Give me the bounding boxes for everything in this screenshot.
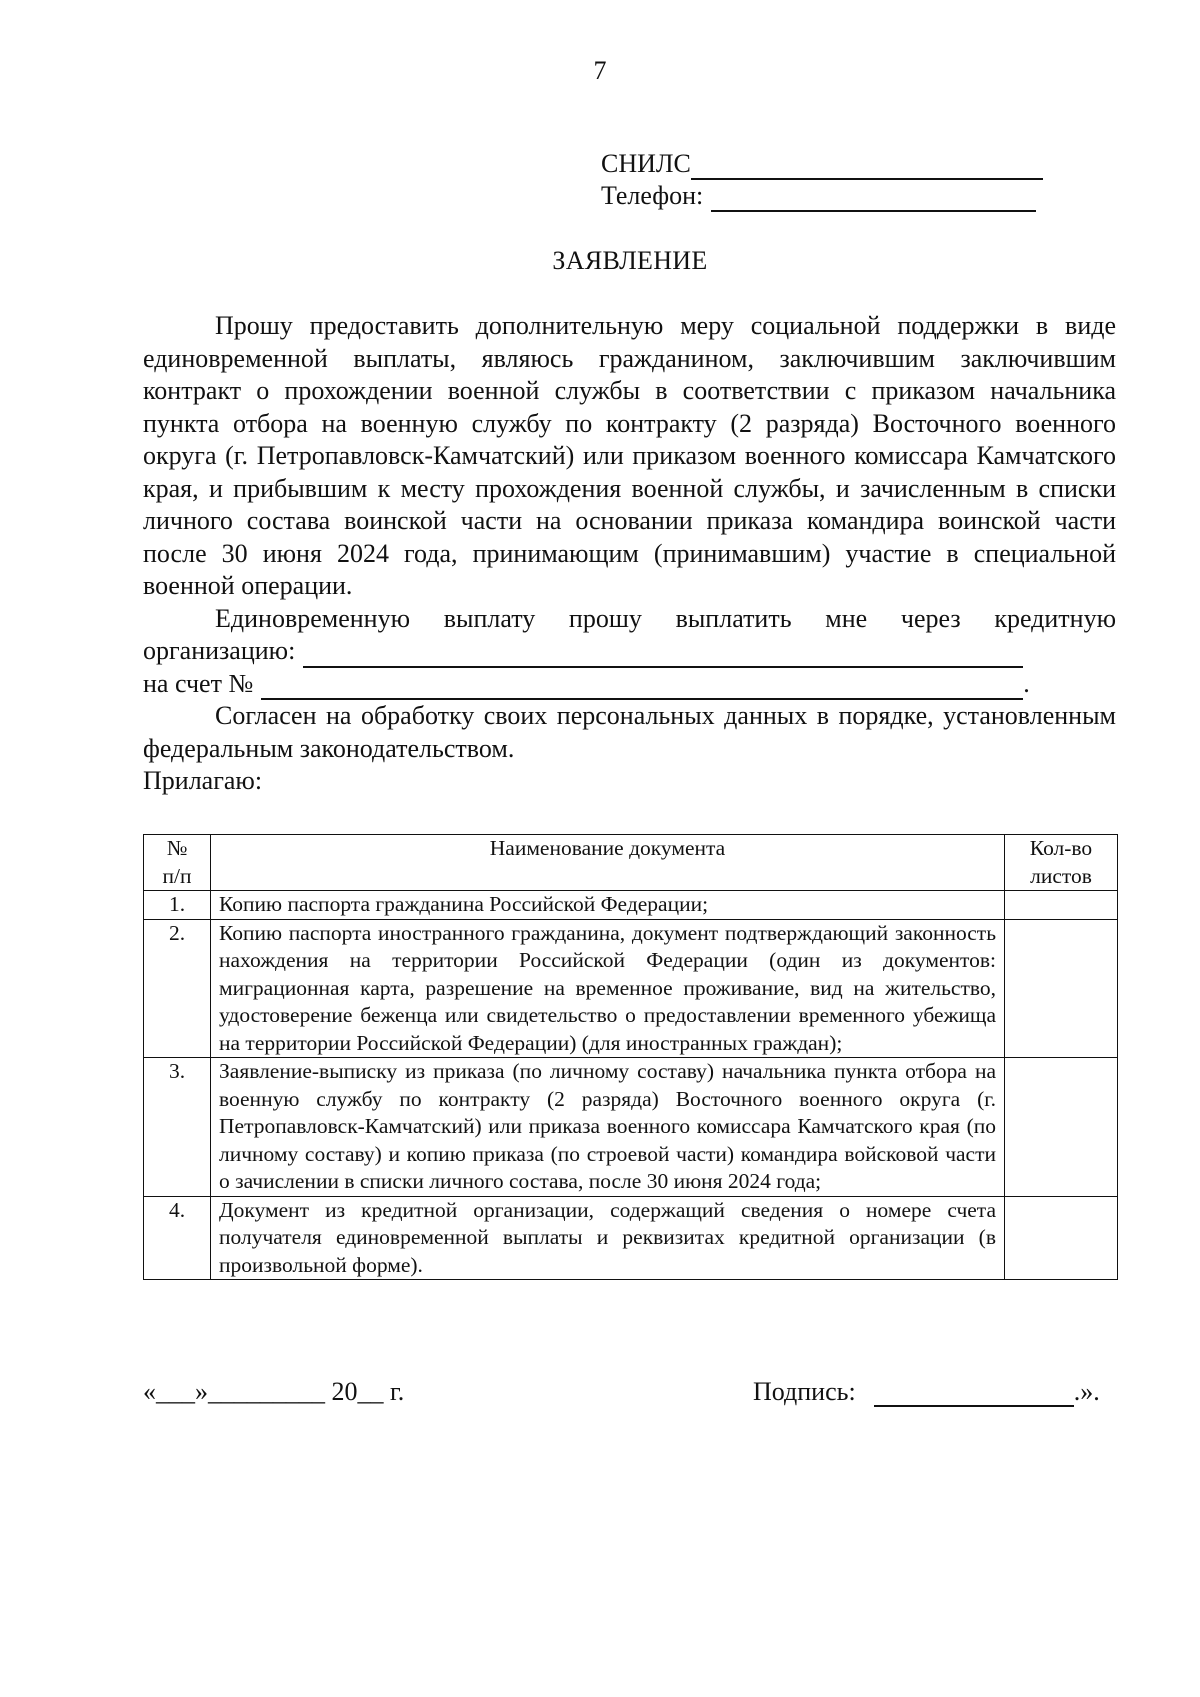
phone-label: Телефон: — [601, 181, 704, 210]
table-row — [144, 891, 1118, 920]
row-document-name: Документ из кредитной организации, содержащий сведения о номере счета получателя единовременной выплаты и реквизитах кредитной организации (в произвольной форме). — [211, 1196, 1005, 1280]
row-number: 2. — [144, 919, 211, 1058]
table-row — [144, 1058, 1118, 1197]
row-number: 3. — [144, 1058, 211, 1197]
applicant-contact-fields — [601, 148, 1043, 212]
header-number — [144, 835, 211, 891]
account-end-mark: . — [1023, 668, 1030, 698]
header-document-name: Наименование документа — [211, 835, 1005, 891]
row-number: 4. — [144, 1196, 211, 1280]
consent-paragraph: Согласен на обработку своих персональных данных в порядке, установленным федеральным законодательством. — [143, 701, 1116, 763]
row-sheet-count[interactable] — [1005, 919, 1118, 1058]
organization-label: организацию: — [143, 636, 296, 665]
table-row — [144, 919, 1118, 1058]
header-number-line2: п/п — [162, 863, 192, 888]
request-paragraph: Прошу предоставить дополнительную меру социальной поддержки в виде единовременной выплаты, являюсь гражданином, заключившим заключившим контракт о прохождении военной службы в соответствии с приказом начальника пункта отбора на военную службу по контракту (2 разряда) Восточного военного округа (г. Петропавловск-Камчатский) или приказом военного комиссара Камчатского края, и прибывшим к месту прохождения военной службы, и зачисленным в списки личного состава воинской части на основании приказа командира воинской части после 30 июня 2024 года, принимающим (принимавшим) участие в специальной военной операции. — [143, 311, 1116, 600]
header-count-line2: листов — [1030, 863, 1092, 888]
signature-field — [753, 1377, 1100, 1407]
row-document-name: Заявление-выписку из приказа (по личному составу) начальника пункта отбора на военную службу по контракту (2 разряда) Восточного военного округа (г. Петропавловск-Камчатский) или приказа военного комиссара Камчатского края (по личному составу) и копию приказа (по строевой части) командира войсковой части о зачислении в списки личного состава, после 30 июня 2024 года; — [211, 1058, 1005, 1197]
row-sheet-count[interactable] — [1005, 891, 1118, 920]
row-sheet-count[interactable] — [1005, 1196, 1118, 1280]
snils-field — [601, 148, 1043, 180]
header-count-line1: Кол-во — [1029, 836, 1093, 860]
date-field[interactable]: «___»_________ 20__ г. — [143, 1377, 405, 1406]
header-sheet-count — [1005, 835, 1118, 891]
phone-input-line[interactable] — [711, 186, 1036, 212]
attachments-label: Прилагаю: — [143, 766, 263, 795]
signature-end-mark: .». — [1073, 1377, 1100, 1406]
payment-paragraph: Единовременную выплату прошу выплатить мне через кредитную — [215, 603, 1116, 633]
application-body — [143, 310, 1116, 798]
account-field — [143, 668, 1116, 701]
account-label: на счет № — [143, 668, 254, 698]
document-title: ЗАЯВЛЕНИЕ — [552, 246, 708, 275]
header-number-line1: № — [166, 836, 188, 860]
signature-label: Подпись: — [753, 1377, 856, 1406]
account-input-line[interactable] — [261, 676, 1023, 700]
row-number: 1. — [144, 891, 211, 920]
phone-field — [601, 180, 1043, 212]
table-row — [144, 1196, 1118, 1280]
row-document-name: Копию паспорта гражданина Российской Федерации; — [211, 891, 1005, 920]
organization-input-line[interactable] — [303, 644, 1023, 668]
row-document-name: Копию паспорта иностранного гражданина, документ подтверждающий законность нахождения на территории Российской Федерации (один из документов: миграционная карта, разрешение на временное проживание, вид на жительство, удостоверение беженца или свидетельство о предоставлении временного убежища на территории Российской Федерации) (для иностранных граждан); — [211, 919, 1005, 1058]
snils-input-line[interactable] — [691, 154, 1043, 180]
snils-label: СНИЛС — [601, 149, 691, 178]
row-sheet-count[interactable] — [1005, 1058, 1118, 1197]
table-header-row — [144, 835, 1118, 891]
attachments-table — [143, 834, 1118, 1280]
organization-field — [143, 635, 1116, 668]
page-number: 7 — [593, 56, 607, 85]
signature-input-line[interactable] — [874, 1383, 1074, 1407]
